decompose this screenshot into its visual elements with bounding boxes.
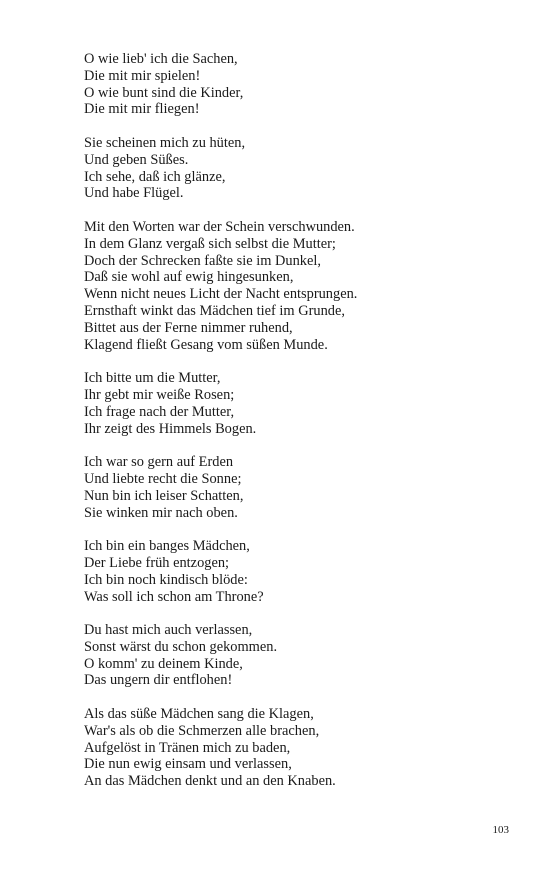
- poem-line: Sonst wärst du schon gekommen.: [84, 638, 278, 655]
- stanza: [84, 622, 504, 689]
- poem-line: Ernsthaft winkt das Mädchen tief im Grunde,: [84, 302, 345, 319]
- poem-line: Das ungern dir entflohen!: [84, 672, 233, 689]
- poem-line: Daß sie wohl auf ewig hingesunken,: [84, 269, 294, 286]
- poem-line: Ich bitte um die Mutter,: [84, 370, 221, 387]
- poem-line: Mit den Worten war der Schein verschwunden.: [84, 218, 355, 235]
- poem-line: Die mit mir spielen!: [84, 67, 201, 84]
- poem-line: In dem Glanz vergaß sich selbst die Mutter;: [84, 235, 336, 252]
- stanza: [84, 219, 504, 353]
- poem-line: Und liebte recht die Sonne;: [84, 470, 242, 487]
- poem-line: Doch der Schrecken faßte sie im Dunkel,: [84, 252, 321, 269]
- poem-line: Nun bin ich leiser Schatten,: [84, 487, 244, 504]
- poem-line: Sie winken mir nach oben.: [84, 504, 238, 521]
- stanza: [84, 51, 504, 118]
- poem-line: Als das süße Mädchen sang die Klagen,: [84, 706, 314, 723]
- poem-line: O wie bunt sind die Kinder,: [84, 84, 244, 101]
- stanza: [84, 135, 504, 202]
- poem-line: Aufgelöst in Tränen mich zu baden,: [84, 739, 291, 756]
- poem-line: Ihr zeigt des Himmels Bogen.: [84, 420, 257, 437]
- poem-line: An das Mädchen denkt und an den Knaben.: [84, 773, 336, 790]
- poem-line: O komm' zu deinem Kinde,: [84, 655, 243, 672]
- poem-line: Sie scheinen mich zu hüten,: [84, 134, 246, 151]
- poem-line: War's als ob die Schmerzen alle brachen,: [84, 722, 320, 739]
- poem-line: Der Liebe früh entzogen;: [84, 554, 230, 571]
- stanza: [84, 370, 504, 437]
- poem-line: Ich bin noch kindisch blöde:: [84, 571, 248, 588]
- poem-line: Du hast mich auch verlassen,: [84, 622, 253, 639]
- poem-text: [84, 51, 504, 807]
- poem-line: Ich sehe, daß ich glänze,: [84, 168, 226, 185]
- poem-line: Und geben Süßes.: [84, 151, 189, 168]
- poem-line: Klagend fließt Gesang vom süßen Munde.: [84, 336, 328, 353]
- page-number: 103: [492, 824, 509, 836]
- poem-line: Was soll ich schon am Throne?: [84, 588, 264, 605]
- poem-line: Wenn nicht neues Licht der Nacht entsprungen.: [84, 286, 358, 303]
- poem-line: Bittet aus der Ferne nimmer ruhend,: [84, 319, 293, 336]
- poem-line: Ich bin ein banges Mädchen,: [84, 538, 250, 555]
- stanza: [84, 454, 504, 521]
- poem-line: Ich frage nach der Mutter,: [84, 403, 235, 420]
- poem-line: O wie lieb' ich die Sachen,: [84, 51, 238, 67]
- poem-line: Die mit mir fliegen!: [84, 101, 200, 118]
- stanza: [84, 706, 504, 790]
- poem-line: Und habe Flügel.: [84, 185, 184, 202]
- poem-line: Ich war so gern auf Erden: [84, 454, 234, 471]
- stanza: [84, 538, 504, 605]
- poem-line: Ihr gebt mir weiße Rosen;: [84, 386, 235, 403]
- poem-line: Die nun ewig einsam und verlassen,: [84, 756, 292, 773]
